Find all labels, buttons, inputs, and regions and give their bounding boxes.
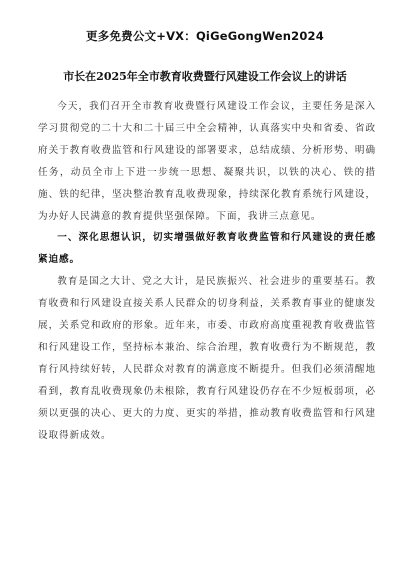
paragraph-section-1: 教育是国之大计、党之大计，是民族振兴、社会进步的重要基石。教育收费和行风建设直接关系人民群众的切身利益，关系教育事业的健康发展，关系党和政府的形象。近年来，市委、市政府高度重视教育收费监管和行风建设工作，坚持标本兼治、综合治理，教育收费行为不断规范，教育行风持续好转，人民群众对教育的满意度不断提升。但我们必须清醒地看到，教育乱收费现象仍未根除，教育行风建设仍存在不少短板弱项，必须以更强的决心、更大的力度、更实的举措，推动教育收费监管和行风建设取得新成效。: [38, 276, 376, 441]
document-body: [38, 96, 376, 447]
promo-banner: 更多免费公文+VX：QiGeGongWen2024: [86, 29, 324, 43]
section-heading-1: 一、深化思想认识，切实增强做好教育收费监管和行风建设的责任感紧迫感。: [38, 232, 376, 266]
document-title: 市长在2025年全市教育收费暨行风建设工作会议上的讲话: [63, 70, 347, 83]
paragraph-intro: 今天，我们召开全市教育收费暨行风建设工作会议，主要任务是深入学习贯彻党的二十大和二十届三中全会精神，认真落实中央和省委、省政府关于教育收费监管和行风建设的部署要求，总结成绩、分析形势、明确任务，动员全市上下进一步统一思想、凝聚共识，以铁的决心、铁的措施、铁的纪律，坚决整治教育乱收费现象，持续深化教育系统行风建设，为办好人民满意的教育提供坚强保障。下面，我讲三点意见。: [38, 101, 376, 222]
